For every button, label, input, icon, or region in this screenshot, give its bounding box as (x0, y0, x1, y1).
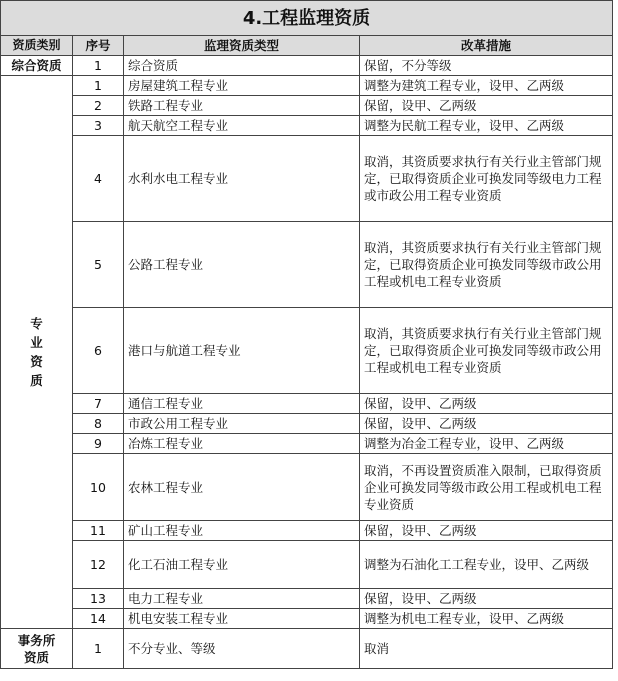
category-professional (1, 76, 73, 629)
table-row (1, 609, 613, 629)
row-number: 1 (73, 56, 124, 76)
row-measure: 取消，其资质要求执行有关行业主管部门规定，已取得资质企业可换发同等级电力工程或市政公用工程专业资质 (360, 136, 613, 222)
row-type: 公路工程专业 (124, 222, 360, 308)
row-number: 10 (73, 454, 124, 521)
row-type: 冶炼工程专业 (124, 434, 360, 454)
row-type: 房屋建筑工程专业 (124, 76, 360, 96)
category-comprehensive: 综合资质 (1, 56, 73, 76)
row-type: 港口与航道工程专业 (124, 308, 360, 394)
header-type: 监理资质类型 (124, 36, 360, 56)
category-professional-line: 专 (30, 316, 43, 331)
category-firm-line: 资质 (23, 649, 49, 665)
header-measure: 改革措施 (360, 36, 613, 56)
row-number: 14 (73, 609, 124, 629)
row-number: 1 (73, 76, 124, 96)
row-type: 化工石油工程专业 (124, 541, 360, 589)
row-measure: 调整为冶金工程专业，设甲、乙两级 (360, 434, 613, 454)
row-type: 不分专业、等级 (124, 629, 360, 669)
row-measure: 取消，其资质要求执行有关行业主管部门规定，已取得资质企业可换发同等级市政公用工程或机电工程专业资质 (360, 222, 613, 308)
row-measure: 保留，设甲、乙两级 (360, 394, 613, 414)
category-professional-line: 业 (30, 335, 43, 350)
row-measure: 取消，不再设置资质准入限制，已取得资质企业可换发同等级市政公用工程或机电工程专业资质 (360, 454, 613, 521)
row-number: 1 (73, 629, 124, 669)
row-number: 7 (73, 394, 124, 414)
category-professional-line: 资 (30, 354, 43, 369)
header-row (1, 36, 613, 56)
table-row (1, 136, 613, 222)
row-type: 农林工程专业 (124, 454, 360, 521)
row-type: 机电安装工程专业 (124, 609, 360, 629)
table-row (1, 394, 613, 414)
table-row (1, 56, 613, 76)
header-category: 资质类别 (1, 36, 73, 56)
row-type: 通信工程专业 (124, 394, 360, 414)
row-measure: 取消，其资质要求执行有关行业主管部门规定，已取得资质企业可换发同等级市政公用工程或机电工程专业资质 (360, 308, 613, 394)
row-type: 电力工程专业 (124, 589, 360, 609)
table-row (1, 589, 613, 609)
row-number: 11 (73, 521, 124, 541)
row-measure: 调整为石油化工工程专业，设甲、乙两级 (360, 541, 613, 589)
row-measure: 保留，设甲、乙两级 (360, 521, 613, 541)
row-number: 6 (73, 308, 124, 394)
table-row (1, 76, 613, 96)
row-number: 3 (73, 116, 124, 136)
row-type: 市政公用工程专业 (124, 414, 360, 434)
table-row (1, 434, 613, 454)
table-row (1, 222, 613, 308)
row-number: 13 (73, 589, 124, 609)
table-row (1, 541, 613, 589)
row-number: 5 (73, 222, 124, 308)
row-number: 2 (73, 96, 124, 116)
row-number: 12 (73, 541, 124, 589)
row-type: 水利水电工程专业 (124, 136, 360, 222)
table-row (1, 308, 613, 394)
row-number: 9 (73, 434, 124, 454)
row-measure: 调整为建筑工程专业，设甲、乙两级 (360, 76, 613, 96)
row-measure: 保留，设甲、乙两级 (360, 414, 613, 434)
category-professional-line: 质 (30, 373, 43, 388)
row-number: 4 (73, 136, 124, 222)
row-measure: 调整为机电工程专业，设甲、乙两级 (360, 609, 613, 629)
table-row (1, 116, 613, 136)
header-number: 序号 (73, 36, 124, 56)
row-measure: 调整为民航工程专业，设甲、乙两级 (360, 116, 613, 136)
row-type: 矿山工程专业 (124, 521, 360, 541)
table-row (1, 96, 613, 116)
row-measure: 保留，不分等级 (360, 56, 613, 76)
row-type: 综合资质 (124, 56, 360, 76)
row-type: 铁路工程专业 (124, 96, 360, 116)
row-measure: 取消 (360, 629, 613, 669)
row-type: 航天航空工程专业 (124, 116, 360, 136)
table-row (1, 454, 613, 521)
category-firm (1, 629, 73, 669)
row-measure: 保留，设甲、乙两级 (360, 589, 613, 609)
table-title: 4.工程监理资质 (1, 1, 613, 36)
category-firm-line: 事务所 (17, 632, 56, 648)
table-row (1, 629, 613, 669)
row-number: 8 (73, 414, 124, 434)
table-row (1, 521, 613, 541)
table-row (1, 414, 613, 434)
row-measure: 保留，设甲、乙两级 (360, 96, 613, 116)
